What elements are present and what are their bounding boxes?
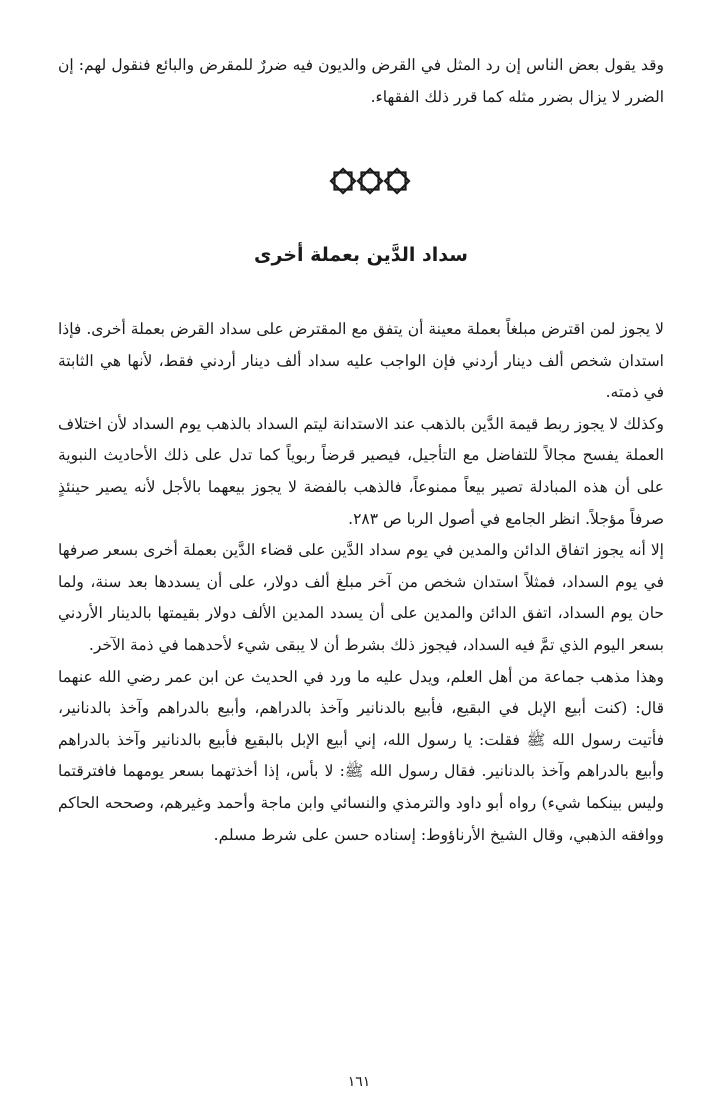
paragraph-settlement-exchange: إلا أنه يجوز اتفاق الدائن والمدين في يوم سداد الدَّين على قضاء الدَّين بعملة أخرى بسعر صرفها في يوم السداد، فمثلاً استدان شخص من آخر مبلغ ألف دولار، على أن يسددها بعد سنة، ولما حان يوم السداد، اتفق الدائن والمدين على أن يسدد المدين الألف دولار بقيمتها بالدينار الأردني بسعر اليوم الذي تمَّ فيه السداد، فيجوز ذلك بشرط أن لا يبقى شيء لأحدهما في ذمة الآخر. xyxy=(58,541,664,654)
page-number: ١٦١ xyxy=(347,1074,371,1090)
triple-star-ornament-icon xyxy=(329,166,411,196)
paragraph-loan-currency: لا يجوز لمن اقترض مبلغاً بعملة معينة أن يتفق مع المقترض على سداد القرض بعملة أخرى. فإذا استدان شخص ألف دينار أردني فإن الواجب عليه سداد ألف دينار أردني فقط، لأنها هي الثابتة في ذمته. xyxy=(58,320,664,402)
intro-paragraph: وقد يقول بعض الناس إن رد المثل في القرض والديون فيه ضررٌ للمقرض والبائع فنقول لهم: إن الضرر لا يزال بضرر مثله كما قرر ذلك الفقهاء. xyxy=(58,56,664,106)
paragraph-gold-linking: وكذلك لا يجوز ربط قيمة الدَّين بالذهب عند الاستدانة ليتم السداد بالذهب يوم السداد لأن اختلاف العملة يفسح مجالاً للتفاضل مع التأجيل، فيصير قرضاً ربوياً كما تدل على ذلك الأحاديث النبوية على أن هذه المبادلة تصير بيعاً ممنوعاً، فالذهب بالفضة لا يجوز بيعهما بالأجل لأنه يصير حينئذٍ صرفاً مؤجلاً. انظر الجامع في أصول الربا ص ٢٨٣. xyxy=(58,414,664,528)
intro-paragraph-block xyxy=(58,50,664,113)
paragraph-hadith-evidence: وهذا مذهب جماعة من أهل العلم، ويدل عليه ما ورد في الحديث عن ابن عمر رضي الله عنهما قال: (كنت أبيع الإبل في البقيع، فأبيع بالدنانير وآخذ بالدراهم، وأبيع بالدراهم وآخذ بالدنانير، فأتيت رسول الله ﷺ فقلت: يا رسول الله، إني أبيع الإبل بالبقيع فأبيع بالدنانير وآخذ بالدراهم وأبيع بالدراهم وآخذ بالدنانير. فقال رسول الله ﷺ: لا بأس، إذا أخذتهما بسعر يومهما فافترقتما وليس بينكما شيء) رواه أبو داود والترمذي والنسائي وابن ماجة وأحمد وغيرهم، وصححه الحاكم ووافقه الذهبي، وقال الشيخ الأرناؤوط: إسناده حسن على شرط مسلم. xyxy=(58,667,664,844)
section-title: سداد الدَّين بعملة أخرى xyxy=(254,244,468,266)
body-text xyxy=(58,314,664,851)
